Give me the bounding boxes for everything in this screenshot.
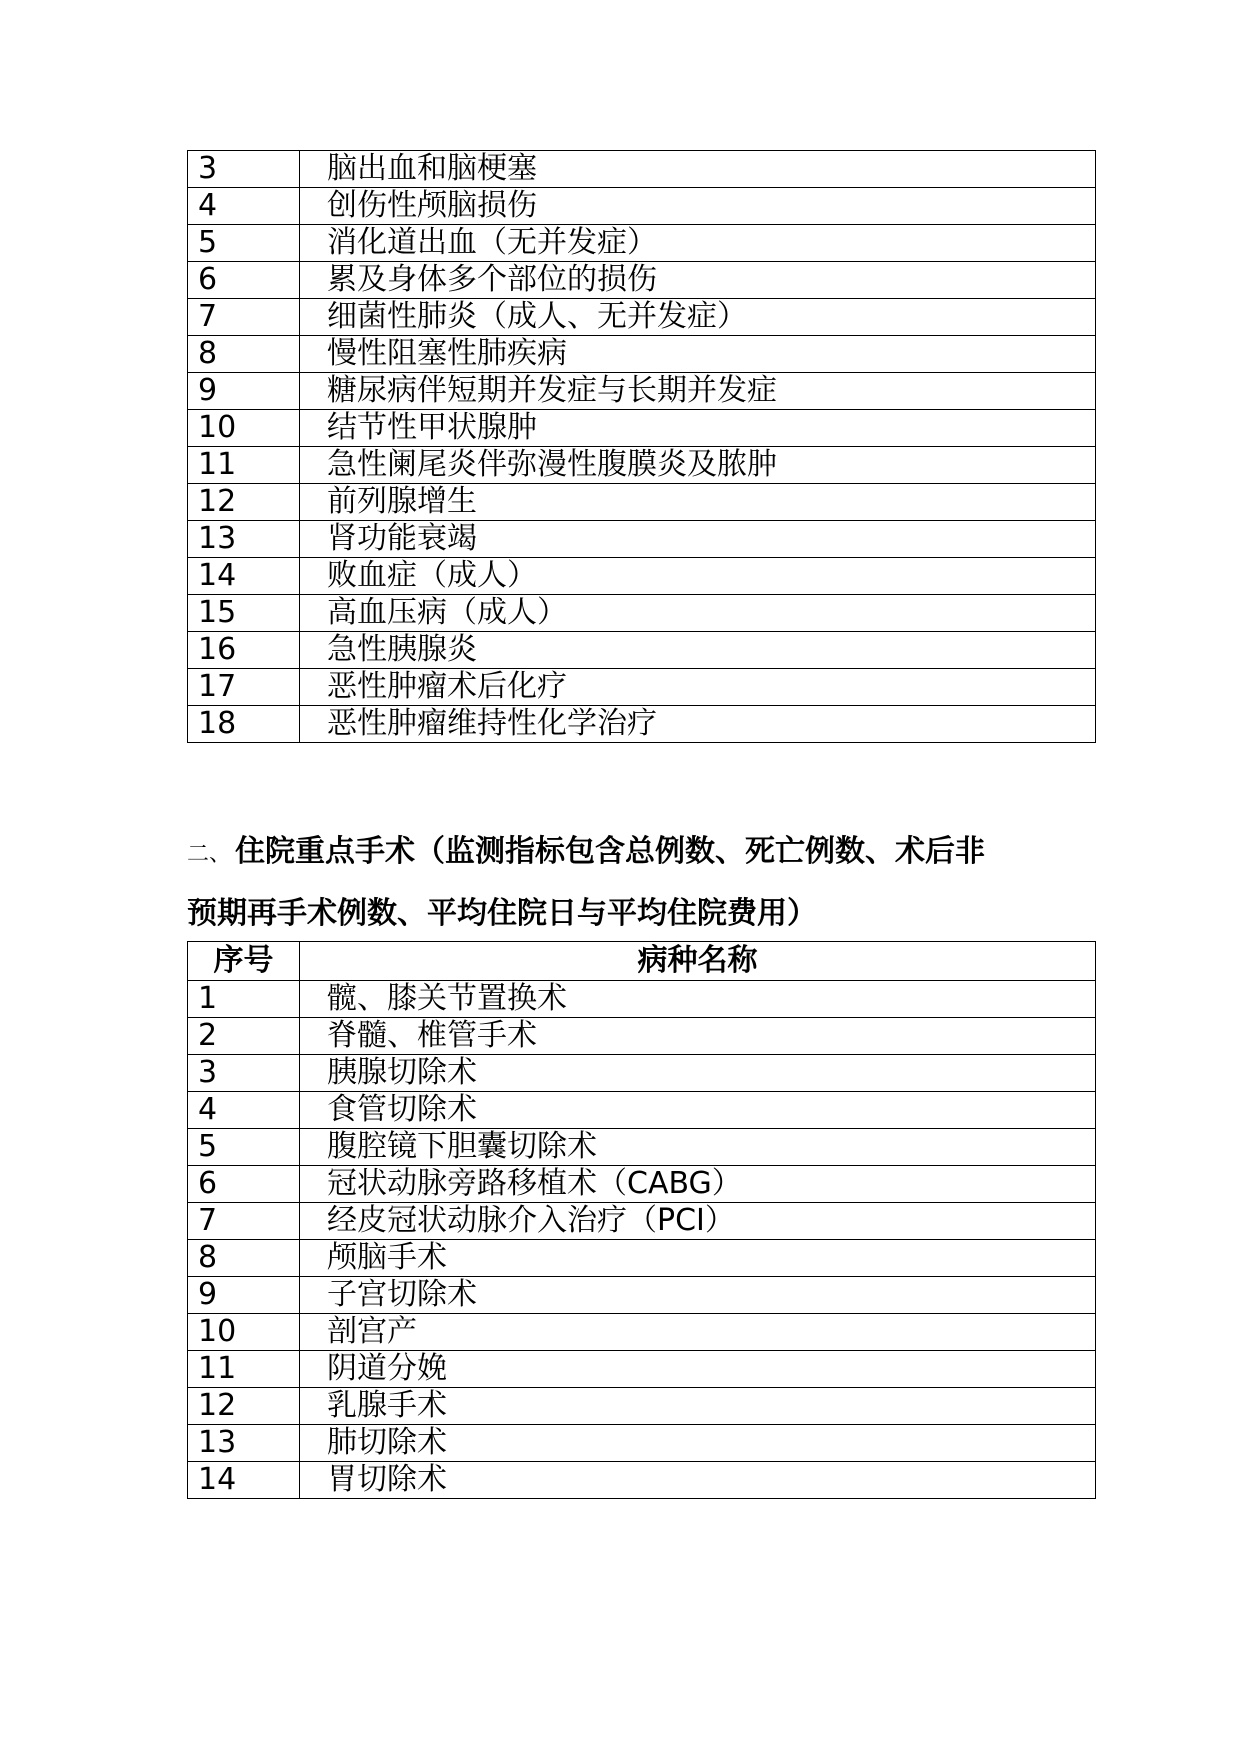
- table-row: [188, 1351, 1096, 1388]
- row-number: 6: [188, 262, 300, 299]
- row-number: 5: [188, 225, 300, 262]
- row-number: 18: [188, 706, 300, 743]
- table-row: [188, 373, 1096, 410]
- row-number: 16: [188, 632, 300, 669]
- disease-name: 结节性甲状腺肿: [300, 410, 1096, 447]
- row-number: 3: [188, 151, 300, 188]
- disease-table-body: [188, 151, 1096, 743]
- row-number: 3: [188, 1055, 300, 1092]
- row-number: 1: [188, 981, 300, 1018]
- table-row: [188, 1462, 1096, 1499]
- row-number: 7: [188, 299, 300, 336]
- header-name: 病种名称: [300, 942, 1096, 981]
- row-number: 5: [188, 1129, 300, 1166]
- table-row: [188, 1055, 1096, 1092]
- row-number: 12: [188, 484, 300, 521]
- disease-name: 败血症（成人）: [300, 558, 1096, 595]
- row-number: 10: [188, 1314, 300, 1351]
- disease-name: 累及身体多个部位的损伤: [300, 262, 1096, 299]
- table-row: [188, 521, 1096, 558]
- table-row: [188, 447, 1096, 484]
- row-number: 13: [188, 521, 300, 558]
- table-row: [188, 706, 1096, 743]
- row-number: 2: [188, 1018, 300, 1055]
- table-row: [188, 336, 1096, 373]
- surgery-name: 髋、膝关节置换术: [300, 981, 1096, 1018]
- row-number: 6: [188, 1166, 300, 1203]
- disease-name: 细菌性肺炎（成人、无并发症）: [300, 299, 1096, 336]
- surgery-name: 胰腺切除术: [300, 1055, 1096, 1092]
- row-number: 9: [188, 1277, 300, 1314]
- surgery-table: [187, 941, 1096, 1499]
- disease-name: 肾功能衰竭: [300, 521, 1096, 558]
- surgery-name: 颅脑手术: [300, 1240, 1096, 1277]
- surgery-table-body: [188, 981, 1096, 1499]
- table-row: [188, 225, 1096, 262]
- disease-name: 脑出血和脑梗塞: [300, 151, 1096, 188]
- row-number: 9: [188, 373, 300, 410]
- table-row: [188, 1018, 1096, 1055]
- disease-name: 消化道出血（无并发症）: [300, 225, 1096, 262]
- surgery-table-header: [188, 942, 1096, 981]
- disease-name: 创伤性颅脑损伤: [300, 188, 1096, 225]
- disease-name: 急性阑尾炎伴弥漫性腹膜炎及脓肿: [300, 447, 1096, 484]
- row-number: 8: [188, 1240, 300, 1277]
- table-row: [188, 1240, 1096, 1277]
- section-title-line2: 预期再手术例数、平均住院日与平均住院费用）: [187, 896, 817, 931]
- table-row: [188, 1203, 1096, 1240]
- table-row: [188, 299, 1096, 336]
- table-row: [188, 558, 1096, 595]
- surgery-name: 肺切除术: [300, 1425, 1096, 1462]
- row-number: 13: [188, 1425, 300, 1462]
- table-row: [188, 410, 1096, 447]
- row-number: 8: [188, 336, 300, 373]
- row-number: 15: [188, 595, 300, 632]
- surgery-name: 乳腺手术: [300, 1388, 1096, 1425]
- surgery-name: 腹腔镜下胆囊切除术: [300, 1129, 1096, 1166]
- section-heading-continued: [187, 888, 817, 932]
- disease-name: 前列腺增生: [300, 484, 1096, 521]
- table-row: [188, 1166, 1096, 1203]
- surgery-name: 冠状动脉旁路移植术（CABG）: [300, 1166, 1096, 1203]
- disease-name: 高血压病（成人）: [300, 595, 1096, 632]
- section-number: 二、: [187, 842, 232, 867]
- table-row: [188, 981, 1096, 1018]
- table-row: [188, 484, 1096, 521]
- surgery-name: 剖宫产: [300, 1314, 1096, 1351]
- disease-name: 恶性肿瘤术后化疗: [300, 669, 1096, 706]
- disease-name: 慢性阻塞性肺疾病: [300, 336, 1096, 373]
- row-number: 14: [188, 1462, 300, 1499]
- table-row: [188, 669, 1096, 706]
- row-number: 12: [188, 1388, 300, 1425]
- disease-name: 糖尿病伴短期并发症与长期并发症: [300, 373, 1096, 410]
- table-row: [188, 188, 1096, 225]
- table-row: [188, 1277, 1096, 1314]
- table-row: [188, 1388, 1096, 1425]
- section-title-line1: 住院重点手术（监测指标包含总例数、死亡例数、术后非: [235, 834, 986, 869]
- surgery-name: 子宫切除术: [300, 1277, 1096, 1314]
- table-row: [188, 1425, 1096, 1462]
- surgery-name: 经皮冠状动脉介入治疗（PCI）: [300, 1203, 1096, 1240]
- table-row: [188, 262, 1096, 299]
- surgery-name: 脊髓、椎管手术: [300, 1018, 1096, 1055]
- row-number: 7: [188, 1203, 300, 1240]
- row-number: 11: [188, 1351, 300, 1388]
- surgery-name: 阴道分娩: [300, 1351, 1096, 1388]
- table-row: [188, 1314, 1096, 1351]
- surgery-name: 食管切除术: [300, 1092, 1096, 1129]
- disease-name: 恶性肿瘤维持性化学治疗: [300, 706, 1096, 743]
- disease-table: [187, 150, 1096, 743]
- table-row: [188, 1129, 1096, 1166]
- row-number: 4: [188, 1092, 300, 1129]
- section-heading: [187, 826, 985, 870]
- disease-name: 急性胰腺炎: [300, 632, 1096, 669]
- header-row: [188, 942, 1096, 981]
- row-number: 14: [188, 558, 300, 595]
- row-number: 11: [188, 447, 300, 484]
- table-row: [188, 1092, 1096, 1129]
- surgery-name: 胃切除术: [300, 1462, 1096, 1499]
- row-number: 4: [188, 188, 300, 225]
- header-number: 序号: [188, 942, 300, 981]
- table-row: [188, 595, 1096, 632]
- row-number: 10: [188, 410, 300, 447]
- table-row: [188, 151, 1096, 188]
- row-number: 17: [188, 669, 300, 706]
- table-row: [188, 632, 1096, 669]
